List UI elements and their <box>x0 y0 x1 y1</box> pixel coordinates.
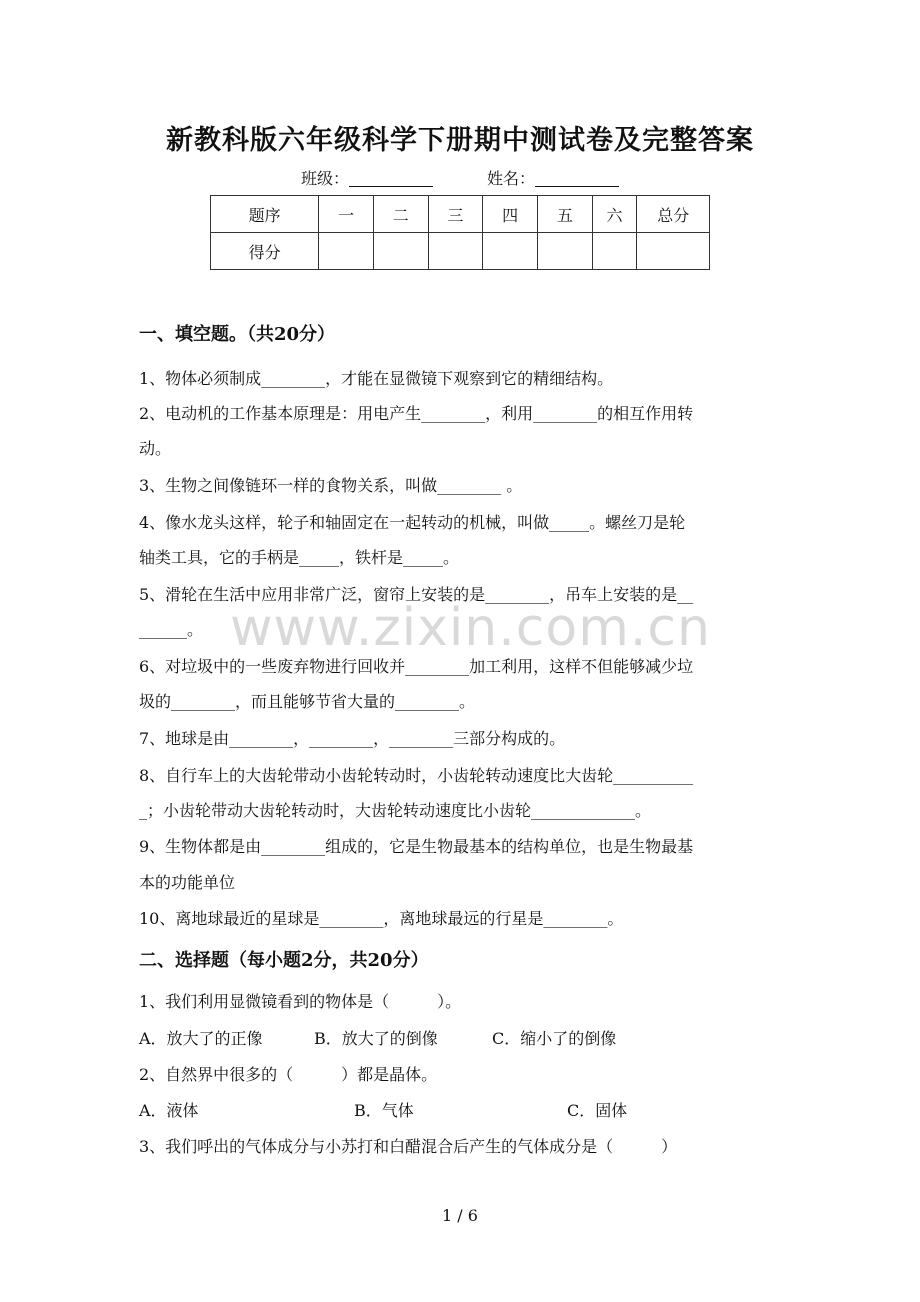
page-number: 1 / 6 <box>442 1206 478 1225</box>
mc-option[interactable]: C．固体 <box>567 1101 628 1120</box>
mc-question-2: 2、自然界中很多的（ ）都是晶体。 <box>139 1065 438 1084</box>
student-info <box>0 166 920 189</box>
question-line: 轴类工具，它的手柄是_____，铁杆是_____。 <box>139 548 460 567</box>
section-heading-multiple-choice: 二、选择题（每小题2分，共20分） <box>139 950 429 971</box>
question-line: 5、滑轮在生活中应用非常广泛，窗帘上安装的是________，吊车上安装的是__ <box>139 585 694 604</box>
page-title: 新教科版六年级科学下册期中测试卷及完整答案 <box>166 125 754 156</box>
score-cell[interactable] <box>373 233 428 270</box>
question-line: 2、电动机的工作基本原理是：用电产生________，利用________的相互作用转 <box>139 404 694 423</box>
score-cell[interactable] <box>483 233 538 270</box>
score-table-header-row <box>211 196 710 233</box>
question-line: 本的功能单位 <box>139 873 236 892</box>
question-line: 7、地球是由________，________，________三部分构成的。 <box>139 729 566 748</box>
score-table-score-row <box>211 233 710 270</box>
name-label: 姓名： <box>487 169 536 188</box>
mc-question-1: 1、我们利用显微镜看到的物体是（ ）。 <box>139 992 462 1011</box>
class-label: 班级： <box>300 169 349 188</box>
mc-option[interactable]: B．放大了的倒像 <box>314 1029 438 1048</box>
score-cell[interactable] <box>537 233 592 270</box>
question-line: 圾的________，而且能够节省大量的________。 <box>139 692 476 711</box>
question-line: 6、对垃圾中的一些废弃物进行回收并________加工利用，这样不但能够减少垃 <box>139 657 694 676</box>
question-line: ______。 <box>139 620 204 639</box>
score-header-cell: 四 <box>483 196 538 233</box>
question-line: 3、生物之间像链环一样的食物关系，叫做________ 。 <box>139 476 523 495</box>
score-cell[interactable] <box>319 233 374 270</box>
question-line: 4、像水龙头这样，轮子和轴固定在一起转动的机械，叫做_____。螺丝刀是轮 <box>139 513 686 532</box>
score-header-cell: 总分 <box>637 196 710 233</box>
question-line: 9、生物体都是由________组成的，它是生物最基本的结构单位，也是生物最基 <box>139 837 694 856</box>
question-line: _；小齿轮带动大齿轮转动时，大齿轮转动速度比小齿轮_____________。 <box>139 801 652 820</box>
score-header-cell: 六 <box>592 196 637 233</box>
question-line: 1、物体必须制成________，才能在显微镜下观察到它的精细结构。 <box>139 369 614 388</box>
question-line: 8、自行车上的大齿轮带动小齿轮转动时，小齿轮转动速度比大齿轮__________ <box>139 766 694 785</box>
mc-option[interactable]: C．缩小了的倒像 <box>492 1029 617 1048</box>
class-blank[interactable] <box>349 170 433 187</box>
mc-option[interactable]: A．液体 <box>139 1101 199 1120</box>
mc-option[interactable]: B．气体 <box>354 1101 414 1120</box>
watermark: www.zixin.com.cn <box>230 598 711 658</box>
score-table <box>210 195 710 270</box>
score-header-cell: 五 <box>537 196 592 233</box>
score-cell[interactable] <box>428 233 483 270</box>
name-blank[interactable] <box>535 170 619 187</box>
score-cell[interactable] <box>637 233 710 270</box>
score-row-label: 得分 <box>211 233 319 270</box>
question-line: 动。 <box>139 439 172 458</box>
score-header-cell: 二 <box>373 196 428 233</box>
question-line: 10、离地球最近的星球是________，离地球最远的行星是________。 <box>139 909 624 928</box>
score-header-cell: 题序 <box>211 196 319 233</box>
mc-question-3: 3、我们呼出的气体成分与小苏打和白醋混合后产生的气体成分是（ ） <box>139 1137 678 1156</box>
score-header-cell: 三 <box>428 196 483 233</box>
mc-option[interactable]: A．放大了的正像 <box>139 1029 263 1048</box>
section-heading-fill-in: 一、填空题。（共20分） <box>139 324 336 345</box>
score-header-cell: 一 <box>319 196 374 233</box>
score-cell[interactable] <box>592 233 637 270</box>
